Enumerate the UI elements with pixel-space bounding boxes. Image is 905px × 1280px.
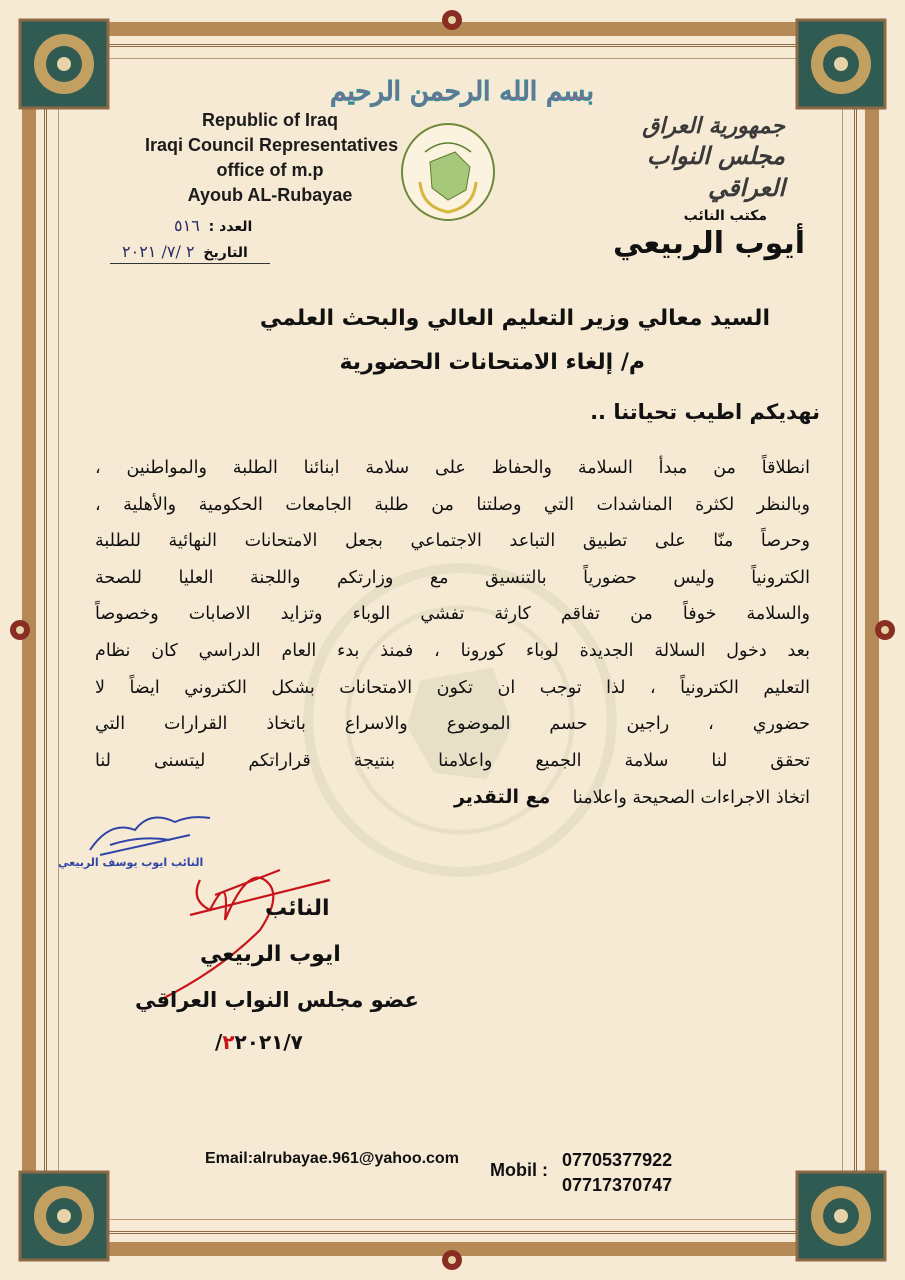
signer-name: ايوب الربيعي [200,942,341,967]
corner-ornament-icon [18,1170,110,1262]
corner-ornament-icon [18,18,110,110]
footer-email: Email:alrubayae.961@yahoo.com [205,1150,459,1167]
footer-mobile-2: 07717370747 [562,1175,673,1195]
side-ornament-icon [8,618,32,642]
mp-name-ar: أيوب الربيعي [613,226,805,261]
letter-date-value: ٢ /٧/ ٢٠٢١ [122,242,195,261]
body-line: والسلامة خوفاً من تفاقم كارثة تفشي الوباء وتزايد الاصابات وخصوصاً [95,604,810,625]
body-line: وحرصاً منّا على تطبيق التباعد الاجتماعي بجعل الامتحانات النهائية للطلبة [95,531,810,552]
side-ornament-icon [440,8,464,32]
letterhead-country: Republic of Iraq [201,110,338,130]
letterhead-mp-name: Ayoub AL-Rubayae [187,185,353,205]
letter-body [95,450,810,817]
body-line: بعد دخول السلالة الجديدة لوباء كورونا ، فمنذ بدء العام الدراسي كان نظام [95,640,810,661]
recipient-line: السيد معالي وزير التعليم العالي والبحث العلمي [259,306,770,331]
body-line: حضوري ، راجين حسم الموضوع والاسراع باتخاذ القرارات التي [95,714,810,735]
footer-mobile-1: 07705377922 [562,1150,673,1170]
office-label-ar: مكتب النائب [683,208,767,224]
corner-ornament-icon [795,18,887,110]
signature-date [215,1030,303,1054]
parliament-logo [400,122,496,222]
letterhead-council: Iraqi Council Representatives [145,135,399,155]
signer-title: النائب [265,896,330,921]
letter-date [118,242,248,261]
side-ornament-icon [873,618,897,642]
body-line: انطلاقاً من مبدأ السلامة والحفاظ على سلامة ابنائنا الطلبة والمواطنين ، [95,458,810,478]
closing-phrase: مع التقدير [453,786,551,809]
red-signature-icon [130,840,370,1010]
side-ornament-icon [440,1248,464,1272]
body-line: وبالنظر لكثرة المناشدات التي وصلتنا من طلبة الجامعات الحكومية والأهلية ، [95,494,810,515]
footer-mobile-label: Mobil : [490,1160,548,1180]
corner-ornament-icon [795,1170,887,1262]
body-line: الكترونياً وليس حضورياً بالتنسيق مع وزارتكم واللجنة العليا للصحة [95,567,810,588]
signer-role: عضو مجلس النواب العراقي [135,988,419,1012]
letter-date-label: التاريخ [203,245,248,261]
arabic-letterhead [595,112,785,204]
date-underline [110,263,270,264]
reference-number-label: العدد : [208,219,253,235]
signature-date-rest: ٢٠٢١/٧/ [215,1030,303,1054]
letterhead-council-ar: مجلس النواب العراقي [646,141,785,202]
greeting-line: نهديكم اطيب تحياتنا .. [590,400,820,424]
letterhead-office: office of m.p [216,160,324,180]
official-stamp: النائب ايوب يوسف الربيعي [58,856,204,869]
reference-number [170,216,252,235]
subject-line: م/ إلغاء الامتحانات الحضورية [339,350,645,375]
letterhead-country-ar: جمهورية العراق [642,113,785,139]
body-line: التعليم الكترونياً ، لذا توجب ان تكون الامتحانات بشكل الكتروني ايضاً لا [95,677,810,698]
body-line: تحقق لنا سلامة الجميع واعلامنا بنتيجة قراراتكم ليتسنى لنا [95,750,810,771]
english-letterhead [145,108,399,208]
reference-number-value: ٥١٦ [174,216,200,235]
signature-date-day: ٢ [222,1030,235,1054]
svg-text:بسم الله الرحمن الرحيم: بسم الله الرحمن الرحيم [330,77,594,107]
body-line: اتخاذ الاجراءات الصحيحة واعلامنا [572,788,810,809]
